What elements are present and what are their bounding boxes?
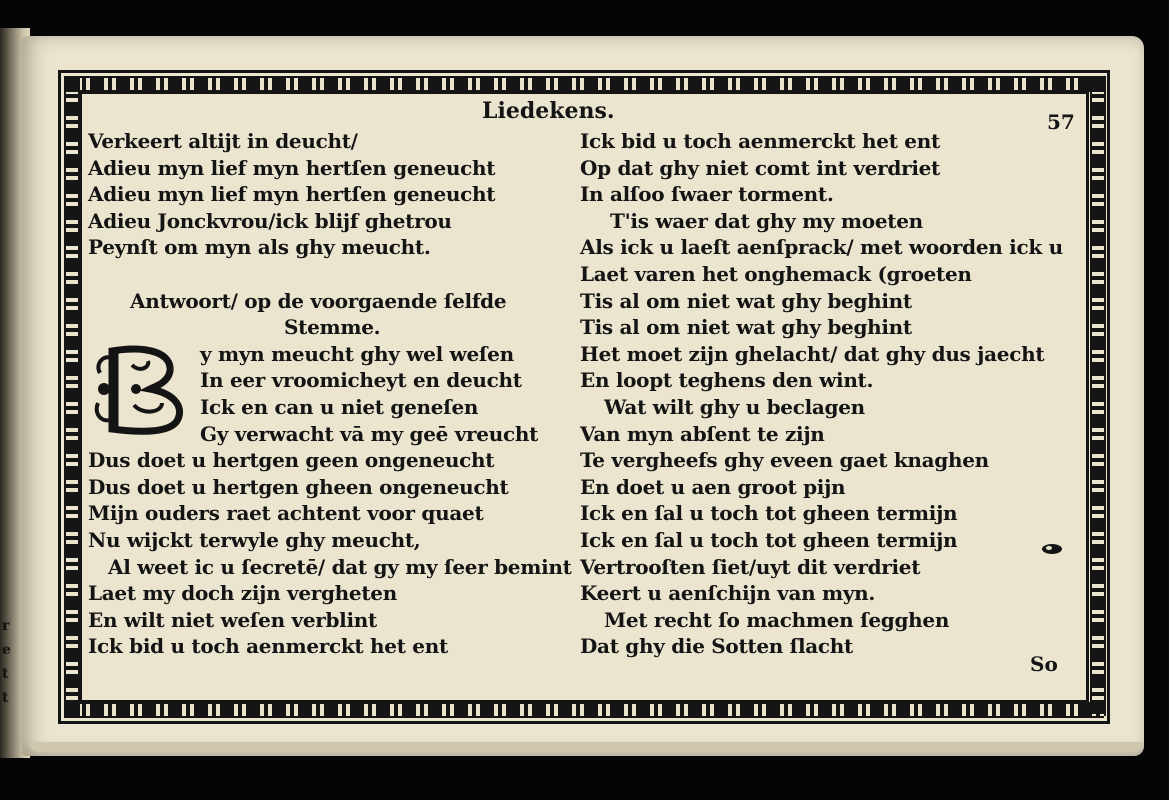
- verse-line: Het moet zijn ghelacht/ dat ghy dus jaecht: [580, 341, 1045, 366]
- verse-line: En loopt teghens den wint.: [580, 368, 874, 393]
- border-chain-left: [64, 76, 80, 716]
- running-head: Liedekens.: [482, 98, 615, 124]
- verse-line: Ick en ſal u toch tot gheen termijn: [580, 528, 958, 552]
- verse-line: In eer vroomicheyt en deucht: [200, 368, 522, 393]
- verse-line: Nu wijckt terwyle ghy meucht,: [88, 528, 421, 552]
- verse-line: Als ick u laeſt aenſprack/ met woorden ick u: [580, 235, 1063, 260]
- verse-line: Keert u aenſchijn van myn.: [580, 581, 876, 606]
- verse-line: Antwoort/ op de voorgaende ſelfde: [130, 288, 507, 313]
- border-chain-bottom: [64, 702, 1104, 718]
- border-chain-top: [64, 76, 1104, 92]
- verse-line: Mijn ouders raet achtent voor quaet: [88, 501, 484, 526]
- verse-line: y myn meucht ghy wel weſen: [200, 341, 514, 366]
- verse-line: Stemme.: [284, 315, 381, 340]
- verse-line: Ick en can u niet geneſen: [200, 395, 479, 419]
- ornamental-initial-b: [92, 343, 192, 435]
- verse-line: Dus doet u hertgen geen ongeneucht: [88, 448, 495, 473]
- verse-line: Met recht ſo machmen ſegghen: [604, 607, 950, 632]
- spine-letter: e: [2, 642, 11, 658]
- verse-line: Van myn abſent te zijn: [580, 421, 825, 446]
- verse-line: In alſoo ſwaer torment.: [580, 182, 834, 207]
- verse-line: Ick en ſal u toch tot gheen termijn: [580, 501, 958, 526]
- verse-line: Laet varen het onghemack (groeten: [580, 262, 972, 286]
- verse-line: Op dat ghy niet comt int verdriet: [580, 155, 940, 180]
- verse-line: Dat ghy die Sotten ſlacht: [580, 634, 853, 659]
- verse-line: Dus doet u hertgen gheen ongeneucht: [88, 474, 509, 499]
- page-number: 57: [1047, 110, 1075, 134]
- verse-line: Tis al om niet wat ghy beghint: [580, 288, 912, 313]
- ink-blot-icon: [1040, 542, 1064, 556]
- verse-line: Te vergheefs ghy eveen gaet knaghen: [580, 448, 989, 473]
- verse-line: Vertrooſten ſiet/uyt dit verdriet: [580, 554, 921, 579]
- verse-line: Adieu myn lief myn hertſen geneucht: [88, 155, 496, 180]
- spine-letter: t: [2, 690, 9, 706]
- verse-line: Adieu Jonckvrou/ick blijf ghetrou: [88, 208, 452, 233]
- verse-line: Ick bid u toch aenmerckt het ent: [88, 634, 448, 659]
- verse-line: Al weet ic u ſecretē/ dat gy my ſeer bemint: [108, 554, 572, 579]
- verse-line: Laet my doch zijn vergheten: [88, 581, 397, 606]
- spine-letter: t: [2, 666, 9, 682]
- verse-line: Wat wilt ghy u beclagen: [604, 395, 865, 419]
- verse-line: Ick bid u toch aenmerckt het ent: [580, 129, 940, 153]
- page-edge: [30, 742, 1142, 752]
- spine-letter: r: [2, 618, 10, 634]
- verse-line: En wilt niet weſen verblint: [88, 607, 377, 632]
- verse-line: Verkeert altijt in deucht/: [88, 129, 358, 153]
- verse-line: En doet u aen groot pijn: [580, 474, 846, 499]
- verse-line: Adieu myn lief myn hertſen geneucht: [88, 182, 496, 207]
- catchword: So: [1030, 652, 1058, 676]
- verse-line: Tis al om niet wat ghy beghint: [580, 315, 912, 340]
- verse-line: Gy verwacht vā my geē vreucht: [200, 421, 539, 446]
- border-chain-right: [1090, 76, 1106, 716]
- verse-line: T'is waer dat ghy my moeten: [610, 208, 923, 233]
- verse-line: Peynſt om myn als ghy meucht.: [88, 235, 431, 260]
